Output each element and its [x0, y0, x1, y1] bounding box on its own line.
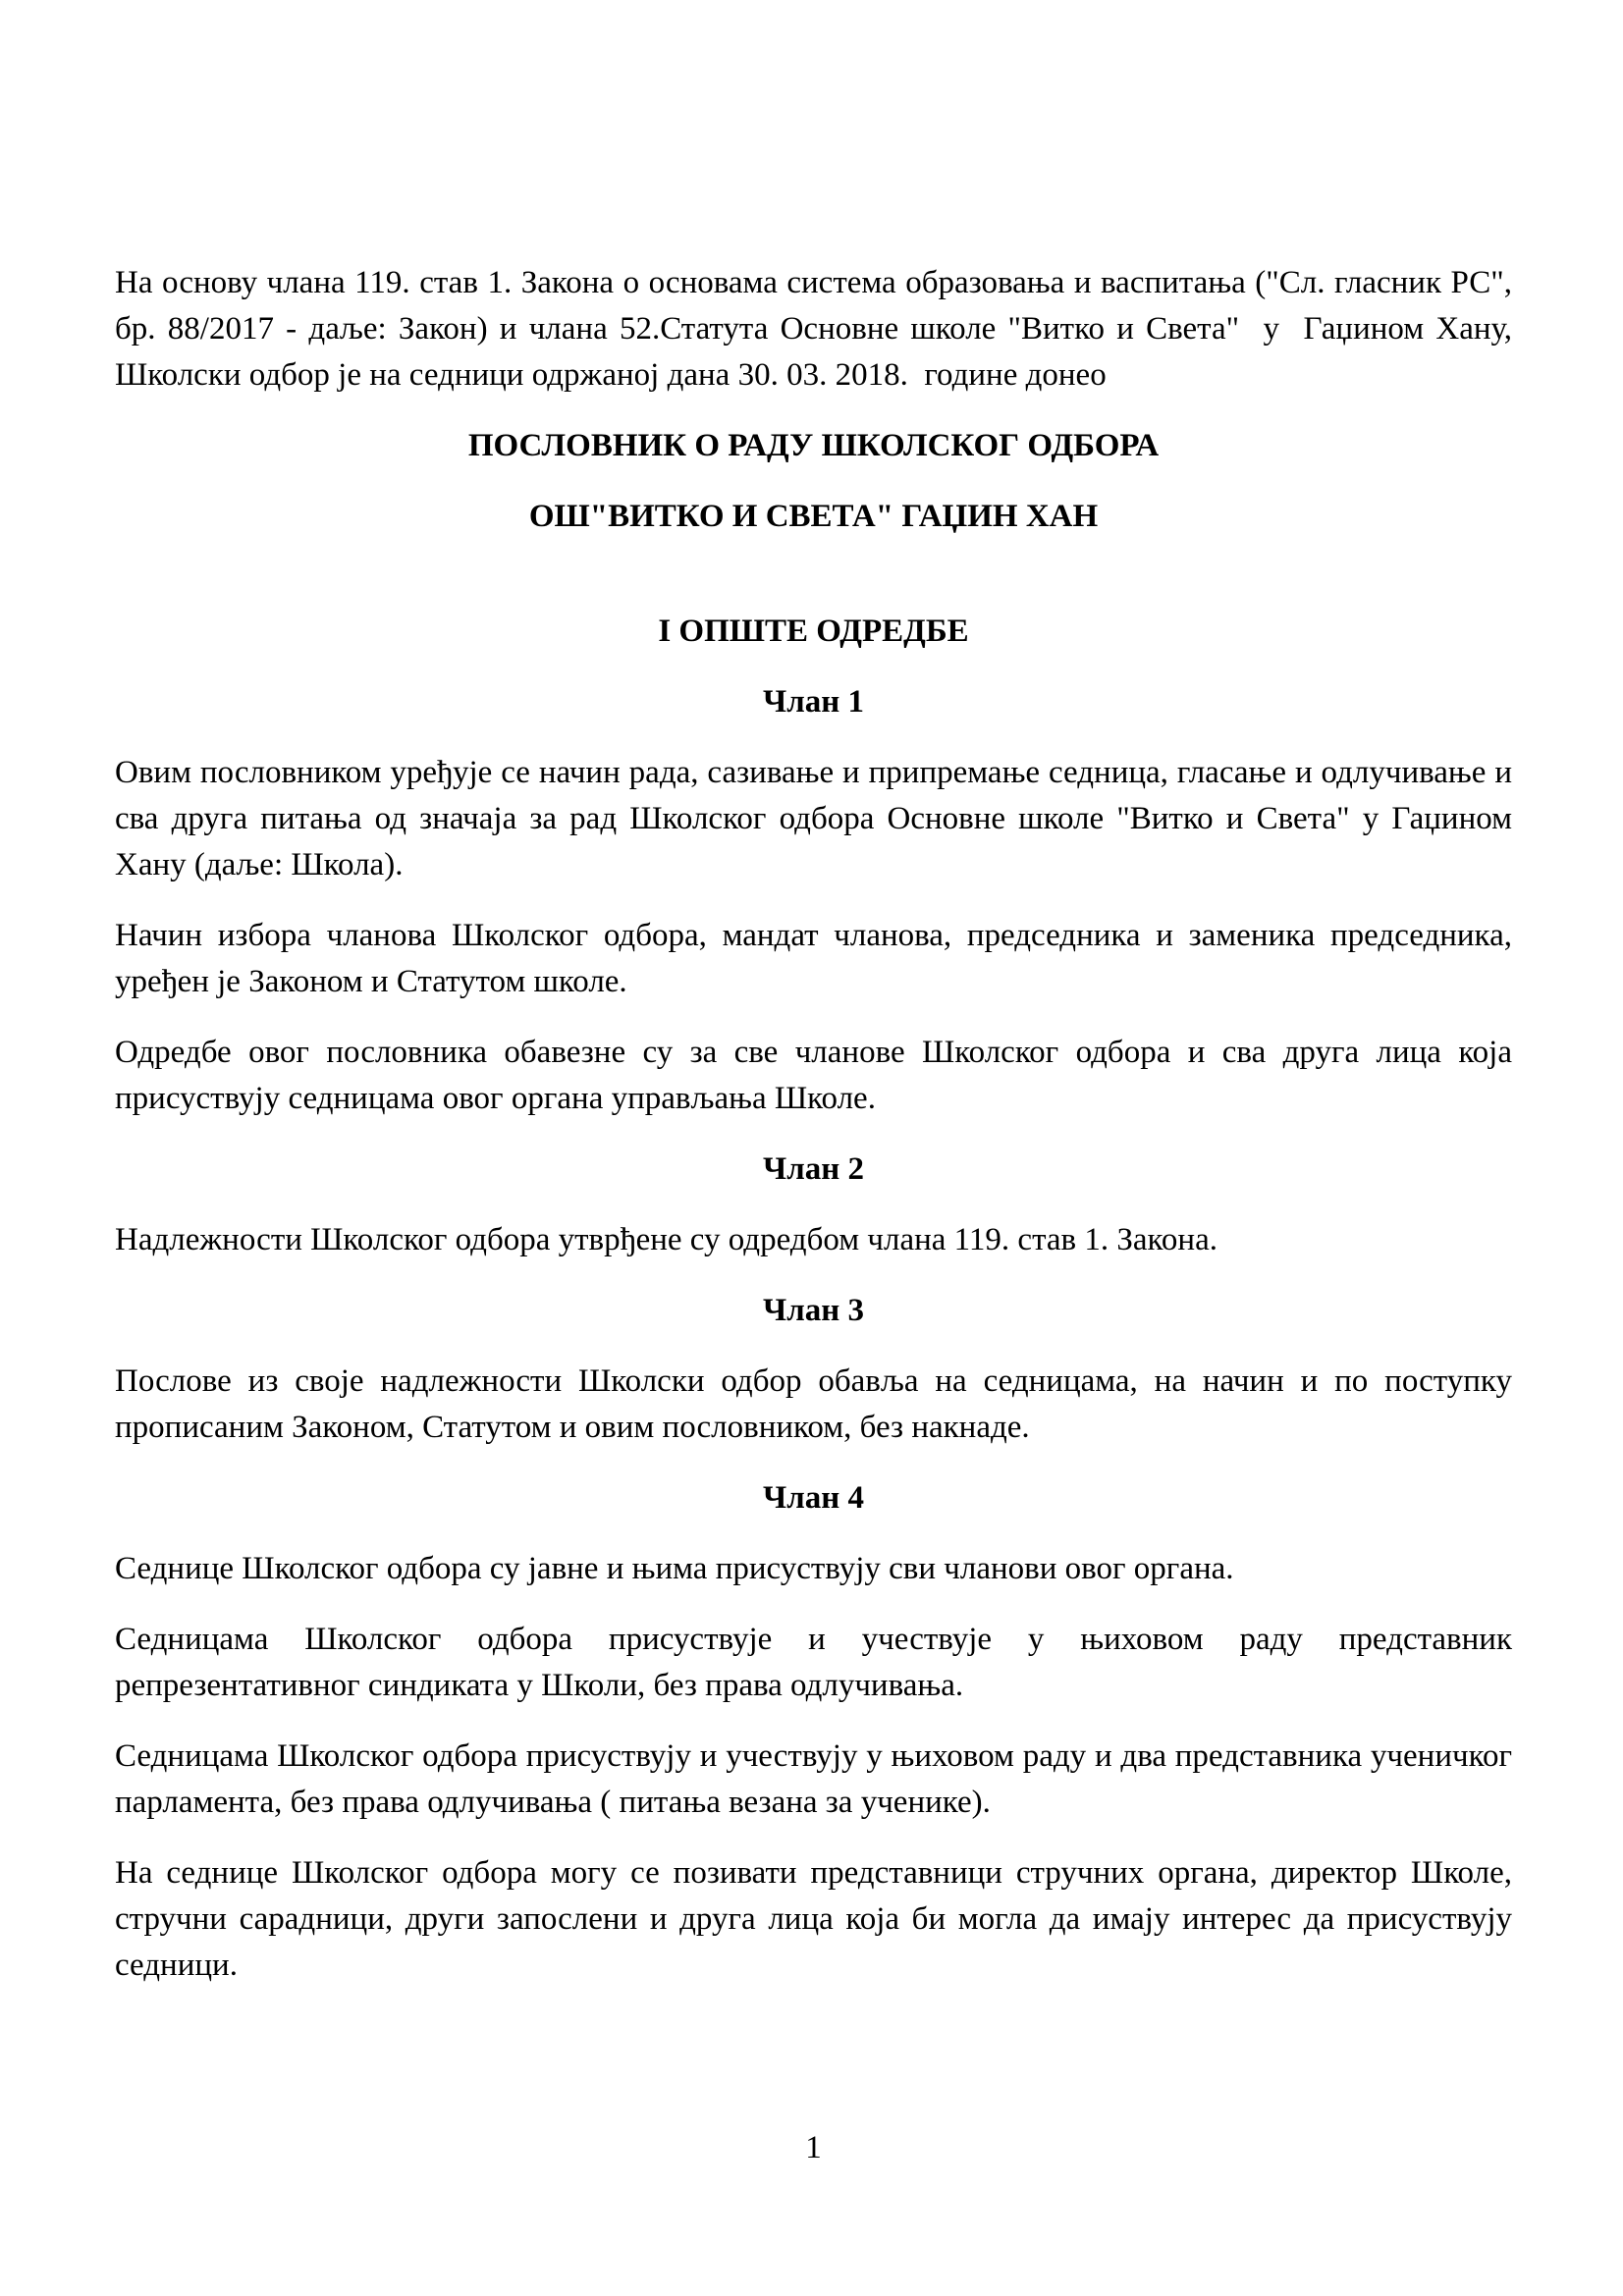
article-1-paragraph-2: Начин избора чланова Школског одбора, мандат чланова, председника и заменика председника, уређен је Законом и Статутом школе. — [115, 918, 1521, 999]
article-1-paragraph-3: Одредбе овог пословника обавезне су за све чланове Школског одбора и сва друга лица која присуствују седницама овог органа управљања Школе. — [115, 1035, 1521, 1116]
section-heading: I ОПШТЕ ОДРЕДБЕ — [658, 614, 969, 649]
article-4-paragraph-3: Седницама Школског одбора присуствују и учествују у њиховом раду и два представника ученичког парламента, без права одлучивања ( питања везана за ученике). — [115, 1738, 1521, 1820]
article-4-heading: Члан 4 — [763, 1480, 864, 1516]
page-number: 1 — [805, 2130, 822, 2165]
article-2-heading: Члан 2 — [763, 1151, 864, 1187]
document-subtitle: ОШ"ВИТКО И СВЕТА" ГАЏИН ХАН — [528, 499, 1099, 534]
article-4-paragraph-2: Седницама Школског одбора присуствује и учествује у њиховом раду представник репрезентативног синдиката у Школи, без права одлучивања. — [115, 1622, 1521, 1703]
intro-paragraph: На основу члана 119. став 1. Закона о основама система образовања и васпитања ("Сл. гласник РС", бр. 88/2017 - даље: Закон) и члана 52.Статута Основне школе "Витко и Света" у Гаџином Хану, Школски одбор је на седници одржаној дана 30. 03. 2018. године донео — [115, 265, 1529, 393]
document-title: ПОСЛОВНИК О РАДУ ШКОЛСКОГ ОДБОРА — [467, 428, 1160, 463]
article-2-paragraph-1: Надлежности Школског одбора утврђене су одредбом члана 119. став 1. Закона. — [115, 1222, 1217, 1257]
article-3-paragraph-1: Послове из своје надлежности Школски одбор обавља на седницама, на начин и по поступку прописаним Законом, Статутом и овим пословником, без накнаде. — [115, 1363, 1521, 1445]
article-1-paragraph-1: Овим пословником уређује се начин рада, сазивање и припремање седница, гласање и одлучивање и сва друга питања од значаја за рад Школског одбора Основне школе "Витко и Света" у Гаџином Хану (даље: Школа). — [115, 755, 1521, 882]
article-1-heading: Члан 1 — [763, 684, 864, 720]
article-4-paragraph-1: Седнице Школског одбора су јавне и њима присуствују сви чланови овог органа. — [115, 1551, 1234, 1586]
article-3-heading: Члан 3 — [763, 1293, 864, 1328]
article-4-paragraph-4: На седнице Школског одбора могу се позивати представници стручних органа, директор Школе, стручни сарадници, други запослени и друга лица која би могла да имају интерес да присуствују седници. — [115, 1855, 1521, 1983]
